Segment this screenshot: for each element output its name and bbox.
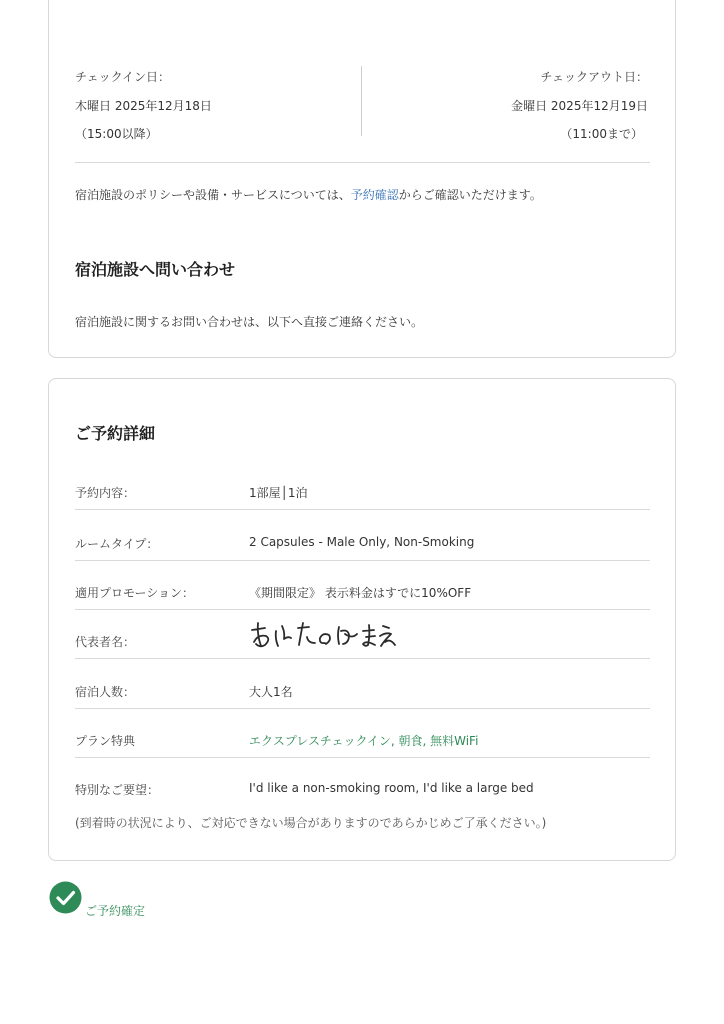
reservation-confirm-link[interactable]: 予約確認 bbox=[350, 188, 399, 202]
special-requests-note: (到着時の状況により、ご対応できない場合がありますのであらかじめご了承ください。) bbox=[75, 816, 547, 830]
details-heading: ご予約詳細 bbox=[75, 424, 156, 443]
reservation-confirmed-label: ご予約確定 bbox=[85, 904, 146, 918]
detail-value-plan-benefits: エクスプレスチェックイン, 朝食, 無料WiFi bbox=[249, 734, 479, 748]
contact-text: 宿泊施設に関するお問い合わせは、以下へ直接ご連絡ください。 bbox=[75, 315, 424, 329]
detail-label-guest-name: 代表者名： bbox=[75, 635, 136, 649]
row-divider bbox=[75, 658, 650, 659]
policy-text-before: 宿泊施設のポリシーや設備・サービスについては、 bbox=[75, 188, 351, 202]
checkout-label: チェックアウト日： bbox=[540, 70, 648, 84]
row-divider bbox=[75, 509, 650, 510]
guest-name-signature bbox=[249, 619, 414, 655]
detail-label-special-requests: 特別なご要望： bbox=[75, 783, 160, 797]
checkin-date: 木曜日 2025年12月18日 bbox=[75, 99, 212, 113]
detail-value-guests: 大人1名 bbox=[249, 685, 293, 699]
stay-info-card bbox=[48, 0, 676, 358]
reservation-details-card bbox=[48, 378, 676, 861]
detail-value-booking: 1部屋│1泊 bbox=[249, 486, 308, 500]
row-divider bbox=[75, 757, 650, 758]
detail-label-plan-benefits: プラン特典 bbox=[75, 734, 136, 748]
detail-label-promotion: 適用プロモーション： bbox=[75, 586, 195, 600]
detail-label-guests: 宿泊人数： bbox=[75, 685, 136, 699]
date-divider bbox=[361, 66, 362, 136]
checkout-time: （11:00まで） bbox=[560, 127, 643, 141]
row-divider bbox=[75, 609, 650, 610]
checkin-time: （15:00以降） bbox=[75, 127, 158, 141]
policy-text-after: からご確認いただけます。 bbox=[398, 188, 542, 202]
row-divider bbox=[75, 560, 650, 561]
row-divider bbox=[75, 708, 650, 709]
divider bbox=[75, 162, 650, 163]
checkin-label: チェックイン日： bbox=[75, 70, 171, 84]
check-circle-icon bbox=[49, 881, 82, 914]
detail-value-room-type: 2 Capsules - Male Only, Non-Smoking bbox=[249, 535, 475, 549]
contact-heading: 宿泊施設へ問い合わせ bbox=[75, 260, 236, 279]
detail-value-special-requests: I'd like a non-smoking room, I'd like a large bed bbox=[249, 781, 534, 795]
detail-label-room-type: ルームタイプ： bbox=[75, 537, 159, 551]
detail-label-booking: 予約内容： bbox=[75, 486, 136, 500]
policy-text bbox=[75, 186, 542, 203]
detail-value-promotion: 《期間限定》 表示料金はすでに10%OFF bbox=[249, 586, 472, 600]
checkout-date: 金曜日 2025年12月19日 bbox=[511, 99, 648, 113]
